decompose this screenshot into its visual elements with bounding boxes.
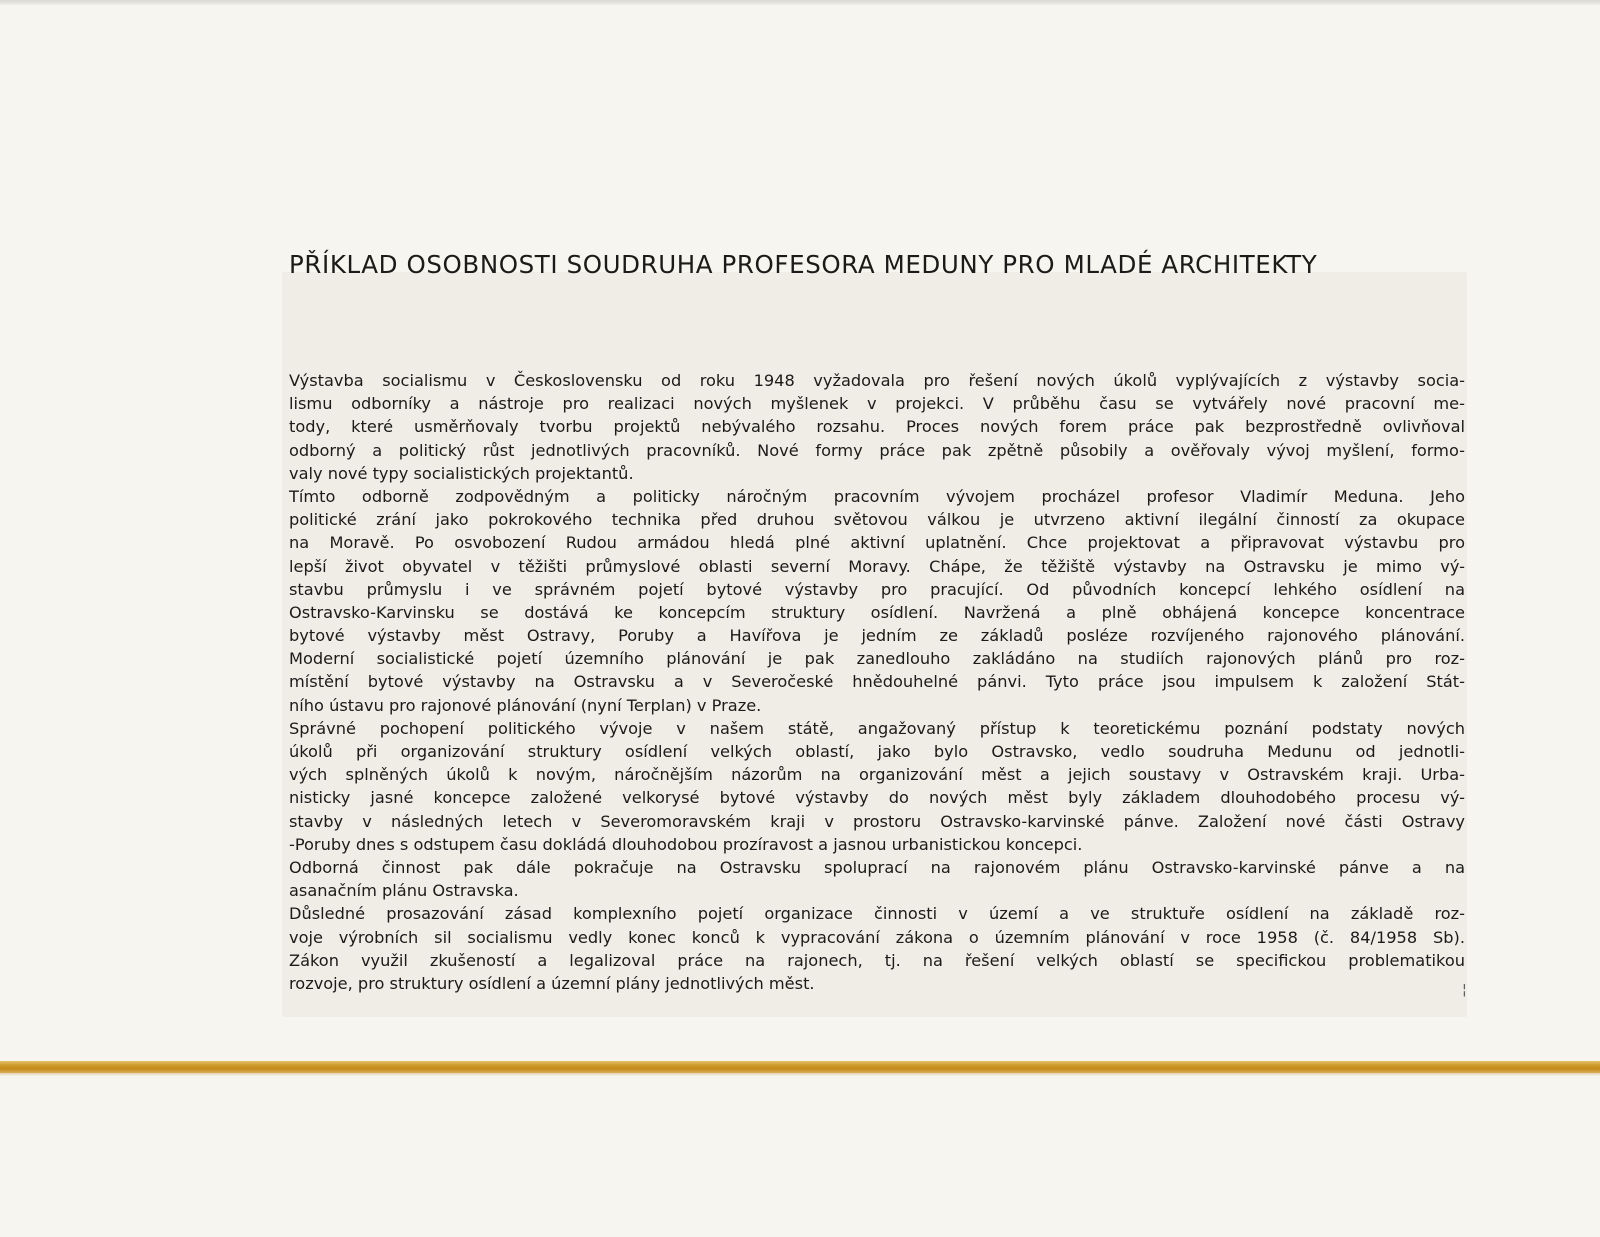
text-line: Správné pochopení politického vývoje v našem státě, angažovaný přístup k teoretickému poznání podstaty nových xyxy=(289,718,1465,738)
text-line: místění bytové výstavby na Ostravsku a v Severočeské hnědouhelné pánvi. Tyto práce jsou impulsem k založení Stát- xyxy=(289,672,1465,692)
text-line: Moderní socialistické pojetí územního plánování je pak zanedlouho zakládáno na studiích rajonových plánů pro roz- xyxy=(289,649,1465,669)
text-line: odborný a politický růst jednotlivých pracovníků. Nové formy práce pak zpětně působily a ověřovaly vývoj myšlení, formo- xyxy=(289,440,1465,460)
text-line: politické zrání jako pokrokového technika před druhou světovou válkou je utvrzeno aktivní ilegální činností za okupace xyxy=(289,510,1465,530)
text-line: Výstavba socialismu v Československu od roku 1948 vyžadovala pro řešení nových úkolů vyplývajících z výstavby socia- xyxy=(289,371,1465,390)
text-line: rozvoje, pro struktury osídlení a územní plány jednotlivých měst. xyxy=(289,973,815,993)
text-line: úkolů při organizování struktury osídlení velkých oblastí, jako bylo Ostravsko, vedlo soudruha Medunu od jednotli- xyxy=(289,742,1465,761)
gold-divider-rule xyxy=(0,1061,1600,1073)
margin-mark: ¦ xyxy=(1462,982,1467,998)
text-line: tody, které usměrňovaly tvorbu projektů nebývalého rozsahu. Proces nových forem práce pak bezprostředně ovlivňoval xyxy=(289,417,1465,437)
gold-rule-shadow xyxy=(0,1073,1600,1076)
text-line: lismu odborníky a nástroje pro realizaci nových myšlenek v projekci. V průběhu času se vytvářely nové pracovní me- xyxy=(289,394,1465,414)
text-line: voje výrobních sil socialismu vedly konec konců k vypracování zákona o územním plánování v roce 1958 (č. 84/1958 Sb). xyxy=(289,927,1465,947)
text-line: bytové výstavby měst Ostravy, Poruby a Havířova je jedním ze základů posléze rozvíjeného rajonového plánování. xyxy=(289,626,1465,646)
page-title: PŘÍKLAD OSOBNOSTI SOUDRUHA PROFESORA MEDUNY PRO MLADÉ ARCHITEKTY xyxy=(289,250,1318,279)
text-line: Zákon využil zkušeností a legalizoval práce na rajonech, tj. na řešení velkých oblastí se specifickou problematikou xyxy=(289,950,1465,970)
body-text xyxy=(289,369,1465,995)
text-line: ního ústavu pro rajonové plánování (nyní Terplan) v Praze. xyxy=(289,695,762,715)
text-line: Důsledné prosazování zásad komplexního pojetí organizace činnosti v území a ve struktuře osídlení na základě roz- xyxy=(289,904,1465,924)
text-line: Odborná činnost pak dále pokračuje na Ostravsku spoluprací na rajonovém plánu Ostravsko-karvinské pánve a na xyxy=(289,857,1465,877)
text-line: lepší život obyvatel v těžišti průmyslové oblasti severní Moravy. Chápe, že těžiště výstavby na Ostravsku je mimo vý- xyxy=(289,556,1465,576)
text-line: valy nové typy socialistických projektantů. xyxy=(289,463,634,483)
text-line: asanačním plánu Ostravska. xyxy=(289,881,519,901)
page-top-edge xyxy=(0,0,1600,5)
text-line: stavbu průmyslu i ve správném pojetí bytové výstavby pro pracující. Od původních koncepcí lehkého osídlení na xyxy=(289,579,1465,599)
text-line: na Moravě. Po osvobození Rudou armádou hledá plné aktivní uplatnění. Chce projektovat a připravovat výstavbu pro xyxy=(289,533,1465,553)
text-line: vých splněných úkolů k novým, náročnějším názorům na organizování měst a jejich soustavy v Ostravském kraji. Urba- xyxy=(289,765,1465,785)
text-line: Tímto odborně zodpovědným a politicky náročným pracovním vývojem procházel profesor Vladimír Meduna. Jeho xyxy=(289,486,1465,506)
text-line: stavby v následných letech v Severomoravském kraji v prostoru Ostravsko-karvinské pánve. Založení nové části Ostravy xyxy=(289,811,1465,831)
text-line: -Poruby dnes s odstupem času dokládá dlouhodobou prozíravost a jasnou urbanistickou koncepci. xyxy=(289,834,1083,854)
text-line: nisticky jasné koncepce založené velkorysé bytové výstavby do nových měst byly základem dlouhodobého procesu vý- xyxy=(289,788,1465,808)
text-line: Ostravsko-Karvinsku se dostává ke koncepcím struktury osídlení. Navržená a plně obhájená koncepce koncentrace xyxy=(289,602,1465,622)
